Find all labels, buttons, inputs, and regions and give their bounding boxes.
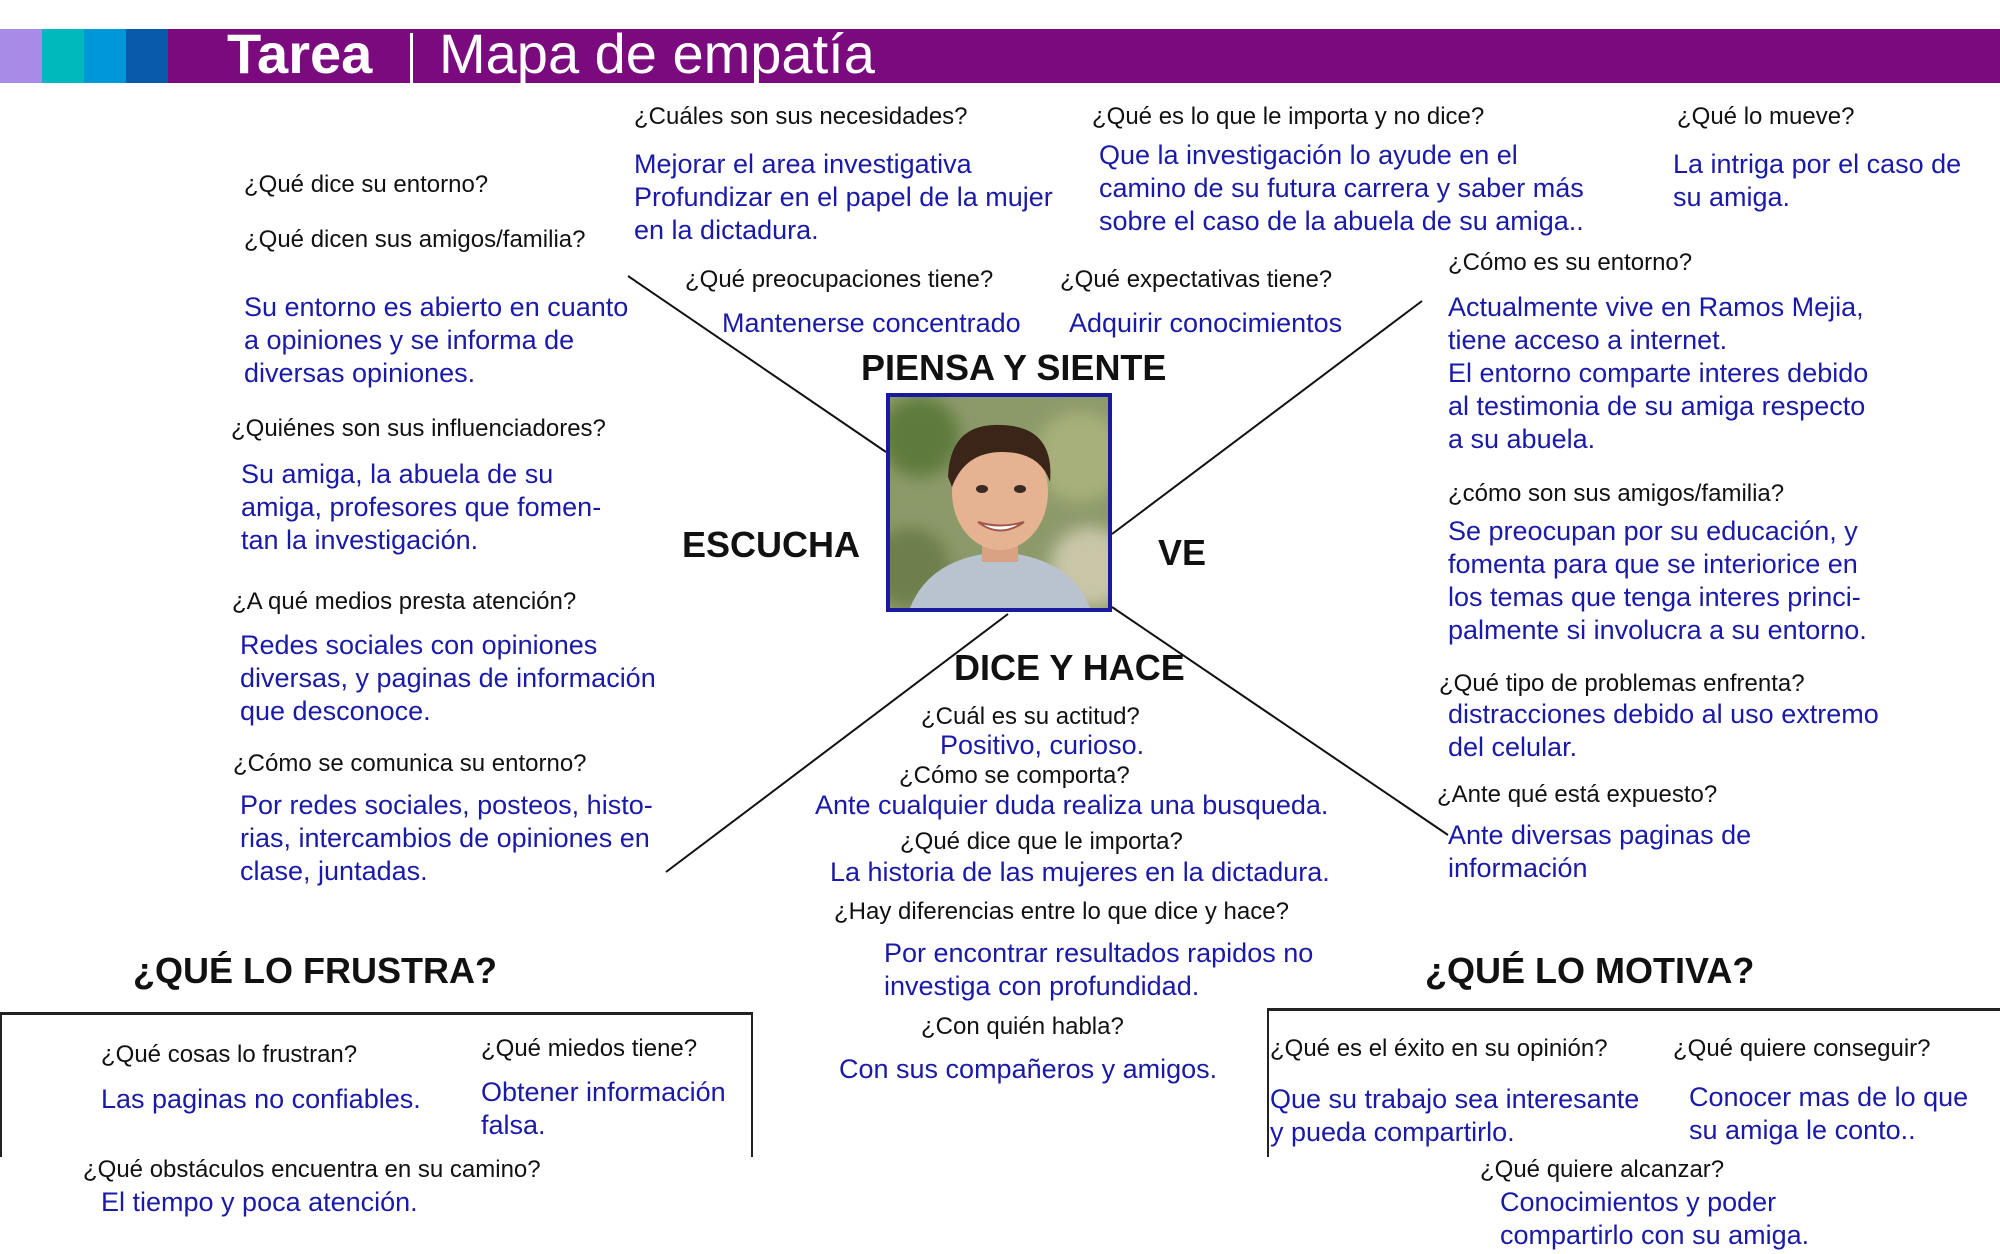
question-influenciadores: ¿Quiénes son sus influenciadores? <box>231 415 606 442</box>
answer-cosas-frustran: Las paginas no confiables. <box>101 1084 421 1114</box>
answer-exito: Que su trabajo sea interesante y pueda compartirlo. <box>1270 1084 1640 1147</box>
label-ve: VE <box>1158 532 1207 573</box>
answer-que-lo-mueve: La intriga por el caso de su amiga. <box>1673 149 1962 212</box>
question-obstaculos: ¿Qué obstáculos encuentra en su camino? <box>83 1156 541 1183</box>
answer-dicen-amigos: Su entorno es abierto en cuanto a opiniones y se informa de diversas opiniones. <box>244 292 629 388</box>
answer-conseguir: Conocer mas de lo que su amiga le conto.. <box>1689 1082 1969 1145</box>
question-dice-importa: ¿Qué dice que le importa? <box>900 828 1183 855</box>
label-escucha: ESCUCHA <box>682 524 861 565</box>
answer-miedos: Obtener información falsa. <box>481 1077 726 1140</box>
title-tarea: Tarea <box>227 22 373 85</box>
question-exito: ¿Qué es el éxito en su opinión? <box>1270 1035 1608 1062</box>
question-importa-no-dice: ¿Qué es lo que le importa y no dice? <box>1092 103 1485 130</box>
question-cosas-frustran: ¿Qué cosas lo frustran? <box>101 1041 358 1068</box>
answer-con-quien-habla: Con sus compañeros y amigos. <box>839 1054 1218 1084</box>
answer-necesidades: Mejorar el area investigativa Profundizar en el papel de la mujer en la dictadura. <box>634 149 1053 245</box>
label-piensa-y-siente: PIENSA Y SIENTE <box>861 347 1167 388</box>
question-miedos: ¿Qué miedos tiene? <box>481 1035 698 1062</box>
answer-actitud: Positivo, curioso. <box>940 730 1145 760</box>
question-dicen-amigos: ¿Qué dicen sus amigos/familia? <box>244 226 586 253</box>
persona-photo <box>886 393 1112 612</box>
question-preocupaciones: ¿Qué preocupaciones tiene? <box>685 266 994 293</box>
label-dice-y-hace: DICE Y HACE <box>954 647 1185 688</box>
answer-alcanzar: Conocimientos y poder compartirlo con su amiga. <box>1500 1187 1810 1250</box>
answer-expectativas: Adquirir conocimientos <box>1069 308 1343 338</box>
question-alcanzar: ¿Qué quiere alcanzar? <box>1480 1156 1725 1183</box>
question-dice-entorno: ¿Qué dice su entorno? <box>244 171 489 198</box>
line-top-left <box>628 276 886 452</box>
answer-como-es-entorno: Actualmente vive en Ramos Mejia, tiene acceso a internet. El entorno comparte interes debido al testimonia de su amiga respecto a su abuela. <box>1448 292 1869 454</box>
question-diferencias: ¿Hay diferencias entre lo que dice y hace? <box>834 898 1289 925</box>
question-con-quien-habla: ¿Con quién habla? <box>921 1013 1124 1040</box>
answer-expuesto: Ante diversas paginas de información <box>1448 820 1752 883</box>
question-como-es-entorno: ¿Cómo es su entorno? <box>1448 249 1693 276</box>
question-actitud: ¿Cuál es su actitud? <box>921 703 1140 730</box>
answer-comporta: Ante cualquier duda realiza una busqueda. <box>815 790 1329 820</box>
question-que-lo-mueve: ¿Qué lo mueve? <box>1677 103 1855 130</box>
answer-preocupaciones: Mantenerse concentrado <box>722 308 1021 338</box>
answer-como-son-amigos: Se preocupan por su educación, y fomenta para que se interiorice en los temas que tenga interes princi- palmente si involucra a su entorno. <box>1448 516 1867 645</box>
label-que-lo-frustra: ¿QUÉ LO FRUSTRA? <box>133 950 497 991</box>
question-problemas: ¿Qué tipo de problemas enfrenta? <box>1439 670 1805 697</box>
answer-obstaculos: El tiempo y poca atención. <box>101 1187 418 1217</box>
answer-comunica-entorno: Por redes sociales, posteos, histo- rias, intercambios de opiniones en clase, juntadas. <box>240 790 653 886</box>
answer-problemas: distracciones debido al uso extremo del celular. <box>1448 699 1879 762</box>
question-comunica-entorno: ¿Cómo se comunica su entorno? <box>233 750 587 777</box>
question-comporta: ¿Cómo se comporta? <box>899 762 1130 789</box>
question-medios: ¿A qué medios presta atención? <box>232 588 577 615</box>
question-conseguir: ¿Qué quiere conseguir? <box>1673 1035 1931 1062</box>
answer-dice-importa: La historia de las mujeres en la dictadura. <box>830 857 1330 887</box>
label-que-lo-motiva: ¿QUÉ LO MOTIVA? <box>1425 950 1755 991</box>
answer-influenciadores: Su amiga, la abuela de su amiga, profesores que fomen- tan la investigación. <box>241 459 602 555</box>
question-necesidades: ¿Cuáles son sus necesidades? <box>634 103 968 130</box>
title-main: Mapa de empatía <box>439 22 875 85</box>
question-expectativas: ¿Qué expectativas tiene? <box>1060 266 1333 293</box>
answer-medios: Redes sociales con opiniones diversas, y paginas de información que desconoce. <box>240 630 656 726</box>
question-expuesto: ¿Ante qué está expuesto? <box>1437 781 1718 808</box>
question-como-son-amigos: ¿cómo son sus amigos/familia? <box>1448 480 1785 507</box>
answer-importa-no-dice: Que la investigación lo ayude en el camino de su futura carrera y saber más sobre el caso de la abuela de su amiga.. <box>1099 140 1584 236</box>
answer-diferencias: Por encontrar resultados rapidos no investiga con profundidad. <box>884 938 1314 1001</box>
